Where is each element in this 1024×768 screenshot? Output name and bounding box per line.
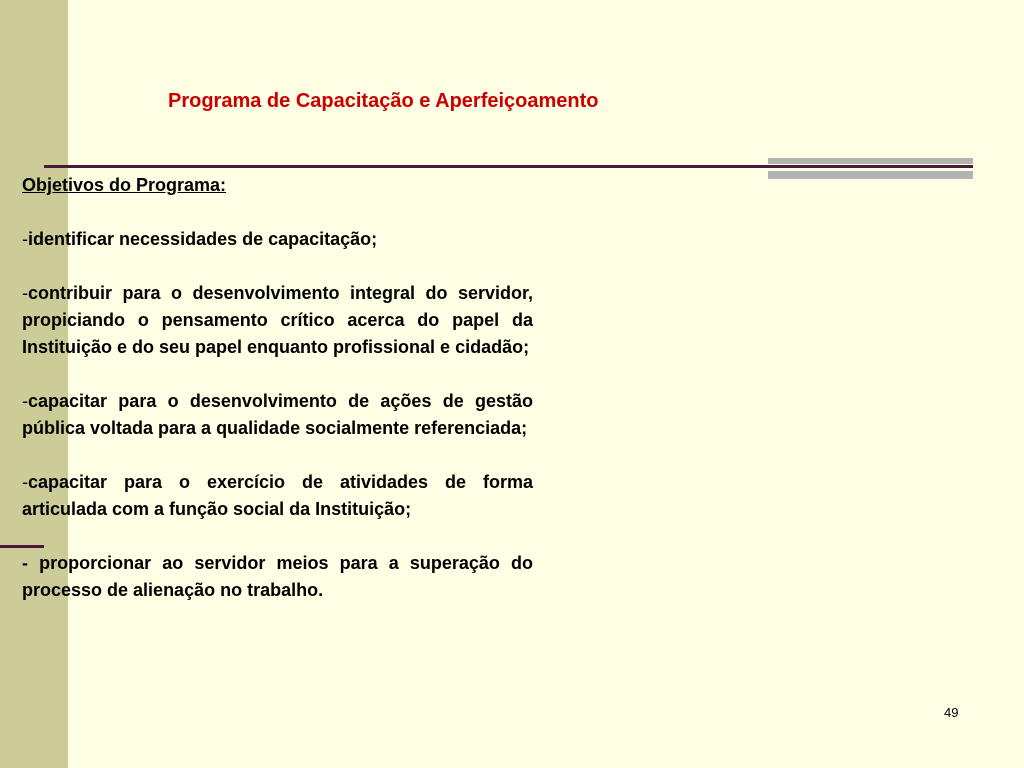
objective-dash: - bbox=[22, 229, 28, 249]
objective-dash: - bbox=[22, 391, 28, 411]
section-heading: Objetivos do Programa: bbox=[22, 175, 227, 195]
objective-dash: - bbox=[22, 553, 40, 573]
rule-bar-top bbox=[768, 158, 973, 164]
objective-text: capacitar para o desenvolvimento de ações de gestão pública voltada para a qualidade socialmente referenciada; bbox=[22, 391, 533, 438]
objective-text: capacitar para o exercício de atividades de forma articulada com a função social da Instituição; bbox=[22, 472, 533, 519]
slide-content bbox=[22, 172, 533, 604]
slide-title: Programa de Capacitação e Aperfeiçoamento bbox=[168, 90, 599, 112]
title-rule bbox=[44, 165, 973, 168]
objective-item bbox=[22, 226, 533, 253]
objective-text: proporcionar ao servidor meios para a superação do processo de alienação no trabalho. bbox=[22, 553, 533, 600]
objective-item bbox=[22, 388, 533, 442]
objective-text: identificar necessidades de capacitação; bbox=[28, 229, 378, 249]
objective-item bbox=[22, 280, 533, 361]
objective-dash: - bbox=[22, 472, 28, 492]
objective-item bbox=[22, 469, 533, 523]
objective-dash: - bbox=[22, 283, 28, 303]
objective-item bbox=[22, 550, 533, 604]
page-number: 49 bbox=[944, 705, 959, 720]
rule-bar-bottom bbox=[768, 171, 973, 179]
objective-text: contribuir para o desenvolvimento integral do servidor, propiciando o pensamento crítico acerca do papel da Instituição e do seu papel enquanto profissional e cidadão; bbox=[22, 283, 533, 357]
